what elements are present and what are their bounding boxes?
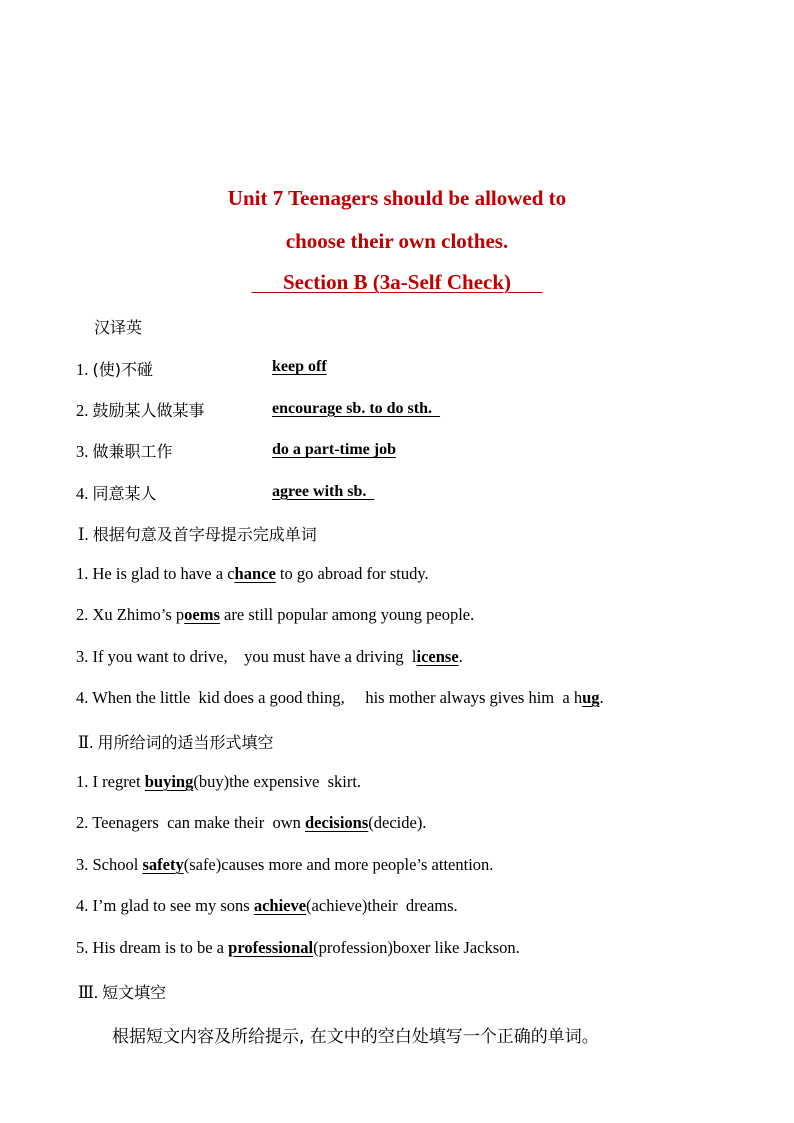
vocab-cn: 同意某人: [92, 484, 157, 503]
exercise-text: .: [599, 688, 604, 707]
section3-num: Ⅲ.: [78, 983, 103, 1002]
section2-heading: [78, 730, 273, 753]
section1-num: Ⅰ.: [78, 525, 93, 544]
exercise-text: (achieve)their dreams.: [306, 896, 458, 915]
exercise-line: [76, 605, 474, 625]
vocab-answer: do a part-time job: [272, 441, 396, 458]
exercise-text: 5. His dream is to be a: [76, 938, 229, 957]
vocab-num: 2.: [76, 401, 93, 420]
exercise-text: to go abroad for study.: [275, 564, 429, 583]
vocab-num: 3.: [76, 442, 93, 461]
exercise-text: 4. When the little kid does a good thing, his mother always gives him a h: [76, 688, 583, 707]
vocab-answer: encourage sb. to do sth.: [272, 400, 441, 417]
exercise-text: 3. If you want to drive, you must have a driving l: [76, 647, 417, 666]
vocab-num: 1.: [76, 360, 93, 379]
exercise-text: (safe)causes more and more people’s attention.: [183, 855, 494, 874]
exercise-text: (buy)the expensive skirt.: [193, 772, 362, 791]
section1-title: 根据句意及首字母提示完成单词: [92, 525, 317, 544]
unit-title-line2: choose their own clothes.: [285, 229, 509, 253]
section3-instruction: 根据短文内容及所给提示, 在文中的空白处填写一个正确的单词。: [112, 1027, 599, 1047]
answer-fill: safety: [142, 855, 184, 874]
section2-title: 用所给词的适当形式填空: [97, 733, 274, 752]
exercise-text: 1. I regret: [76, 772, 145, 791]
answer-fill: icense: [416, 647, 459, 666]
exercise-text: 1. He is glad to have a c: [76, 564, 235, 583]
vocab-answer: keep off: [272, 358, 327, 375]
exercise-line: [76, 647, 463, 667]
exercise-text: 2. Xu Zhimo’s p: [76, 605, 185, 624]
section-title-pad-right: [511, 270, 543, 294]
exercise-text: .: [458, 647, 463, 666]
vocab-num: 4.: [76, 484, 93, 503]
exercise-text: (decide).: [368, 813, 427, 832]
exercise-text: 2. Teenagers can make their own: [76, 813, 305, 832]
section-title-text: Section B (3a-Self Check): [282, 270, 512, 294]
exercise-line: [76, 688, 604, 708]
exercise-text: 3. School: [76, 855, 143, 874]
exercise-line: [76, 896, 458, 916]
exercise-line: [76, 813, 426, 833]
vocab-answer: agree with sb.: [272, 483, 375, 500]
answer-fill: achieve: [253, 896, 307, 915]
section1-heading: [78, 522, 317, 545]
answer-fill: ug: [582, 688, 600, 707]
answer-fill: professional: [228, 938, 314, 957]
section-title-pad-left: [251, 270, 283, 294]
exercise-text: (profession)boxer like Jackson.: [313, 938, 520, 957]
answer-fill: hance: [234, 564, 276, 583]
exercise-line: [76, 938, 520, 958]
exercise-text: are still popular among young people.: [219, 605, 475, 624]
answer-fill: decisions: [305, 813, 369, 832]
vocab-heading: 汉译英: [94, 318, 143, 337]
answer-fill: oems: [184, 605, 220, 624]
exercise-line: [76, 855, 493, 875]
vocab-cn: 鼓励某人做某事: [92, 401, 205, 420]
exercise-line: [76, 564, 429, 584]
vocab-cn: 做兼职工作: [92, 442, 173, 461]
vocab-cn: (使)不碰: [92, 360, 153, 379]
section3-heading: [78, 980, 166, 1003]
section-title: [0, 270, 794, 295]
unit-title-line1: Unit 7 Teenagers should be allowed to: [227, 186, 567, 210]
section3-title: 短文填空: [102, 983, 167, 1002]
exercise-text: 4. I’m glad to see my sons: [76, 896, 254, 915]
answer-fill: buying: [144, 772, 194, 791]
exercise-line: [76, 772, 361, 792]
section2-num: Ⅱ.: [78, 733, 98, 752]
